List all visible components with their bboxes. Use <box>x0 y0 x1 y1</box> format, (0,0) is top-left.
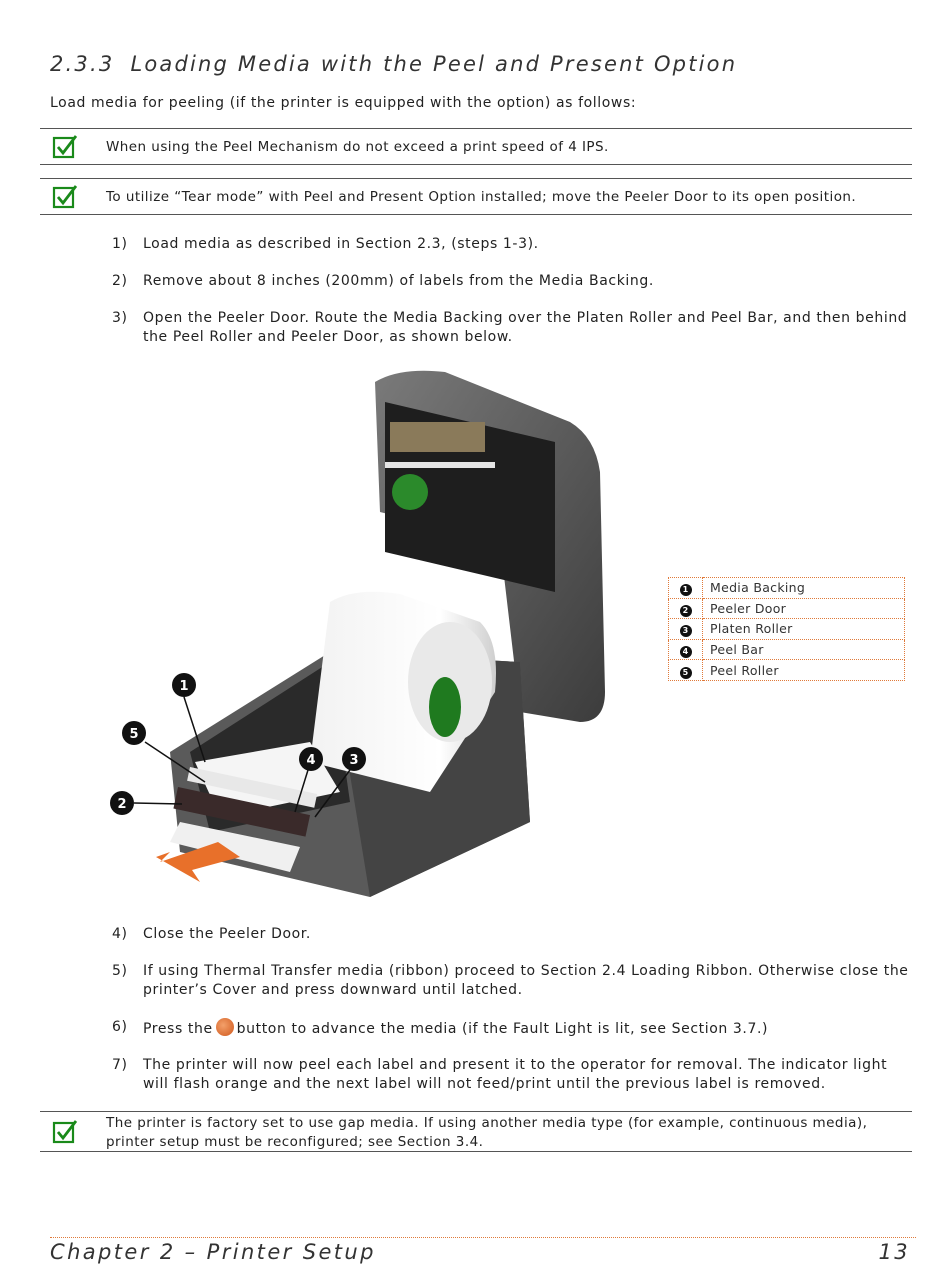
svg-text:2: 2 <box>117 797 127 812</box>
legend-row <box>669 619 905 640</box>
checkmark-icon <box>52 184 78 210</box>
checkmark-icon <box>52 134 78 160</box>
intro-paragraph: Load media for peeling (if the printer is equipped with the option) as follows: <box>50 95 637 111</box>
footer-divider <box>50 1237 916 1238</box>
legend-row <box>669 660 905 681</box>
legend-key: 5 <box>680 667 692 679</box>
checkmark-icon <box>52 1119 78 1145</box>
legend-row <box>669 578 905 599</box>
legend-label: Platen Roller <box>703 619 905 640</box>
legend-row <box>669 639 905 660</box>
step-number: 5) <box>112 963 128 979</box>
note-text: To utilize “Tear mode” with Peel and Present Option installed; move the Peeler Door to its open position. <box>106 189 857 205</box>
note-box-tear-mode <box>40 178 912 215</box>
step-text: The printer will now peel each label and present it to the operator for removal. The indicator light will flash orange and the next label will not feed/print until the previous label is removed. <box>143 1057 888 1092</box>
footer-page-number: 13 <box>878 1240 910 1264</box>
footer-chapter: Chapter 2 – Printer Setup <box>50 1240 376 1264</box>
step-text-before: Press the <box>143 1021 213 1037</box>
step-number: 4) <box>112 926 128 942</box>
legend-row <box>669 598 905 619</box>
step-number: 1) <box>112 236 128 252</box>
legend-label: Peel Bar <box>703 639 905 660</box>
legend-key: 3 <box>680 625 692 637</box>
feed-button-icon <box>216 1018 234 1036</box>
svg-text:3: 3 <box>349 753 359 768</box>
note-box-print-speed <box>40 128 912 165</box>
step-number: 3) <box>112 310 128 326</box>
legend-label: Peel Roller <box>703 660 905 681</box>
legend-key: 4 <box>680 646 692 658</box>
section-number: 2.3.3 <box>50 52 115 76</box>
note-box-gap-media <box>40 1111 912 1152</box>
legend-key: 1 <box>680 584 692 596</box>
step-number: 6) <box>112 1019 128 1035</box>
legend-key: 2 <box>680 605 692 617</box>
section-title: Loading Media with the Peel and Present Option <box>130 52 738 76</box>
step-text: Remove about 8 inches (200mm) of labels from the Media Backing. <box>143 273 654 289</box>
step-text: Close the Peeler Door. <box>143 926 311 942</box>
svg-text:5: 5 <box>129 727 139 742</box>
step-text: Open the Peeler Door. Route the Media Backing over the Platen Roller and Peel Bar, and then behind the Peel Roller and Peeler Door, as shown below. <box>143 310 908 345</box>
legend-label: Peeler Door <box>703 598 905 619</box>
step-text-after: button to advance the media (if the Fault Light is lit, see Section 3.7.) <box>236 1021 769 1037</box>
legend-label: Media Backing <box>703 578 905 599</box>
svg-text:1: 1 <box>179 679 189 694</box>
svg-text:4: 4 <box>306 753 316 768</box>
printer-peel-figure <box>100 362 620 907</box>
step-text: Load media as described in Section 2.3, (steps 1-3). <box>143 236 539 252</box>
step-number: 2) <box>112 273 128 289</box>
note-text: The printer is factory set to use gap media. If using another media type (for example, continuous media), printer setup must be reconfigured; see Section 3.4. <box>106 1115 868 1150</box>
note-text: When using the Peel Mechanism do not exceed a print speed of 4 IPS. <box>106 139 609 155</box>
step-text: If using Thermal Transfer media (ribbon) proceed to Section 2.4 Loading Ribbon. Otherwise close the printer’s Cover and press downward until latched. <box>143 963 909 998</box>
figure-legend-table <box>668 577 905 681</box>
callout-2 <box>110 791 182 815</box>
step-number: 7) <box>112 1057 128 1073</box>
section-heading <box>50 52 737 76</box>
